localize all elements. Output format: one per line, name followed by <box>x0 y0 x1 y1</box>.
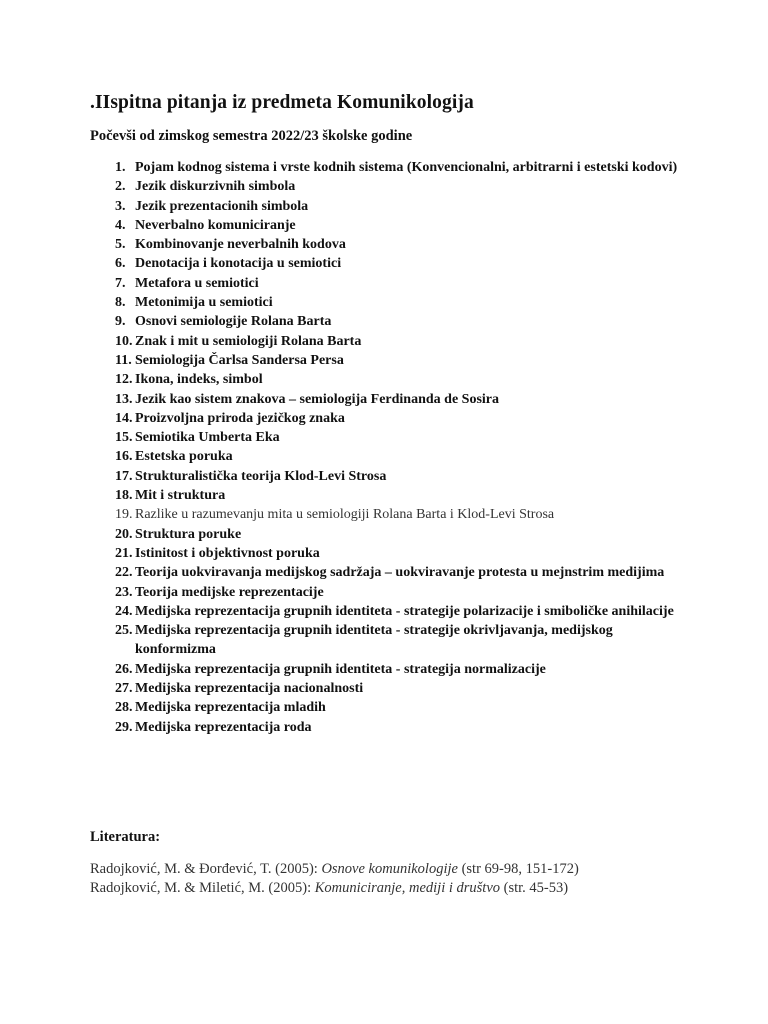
question-item <box>90 447 680 466</box>
question-text: Medijska reprezentacija grupnih identiteta - strategije polarizacije i smiboličke anihilacije <box>135 603 674 619</box>
question-item <box>90 486 680 505</box>
question-number: 8. <box>115 295 126 311</box>
question-text: Jezik diskurzivnih simbola <box>135 179 296 195</box>
question-text: Pojam kodnog sistema i vrste kodnih sistema (Konvencionalni, arbitrarni i estetski kodovi) <box>135 160 678 175</box>
literature-heading: Literatura: <box>90 829 161 845</box>
reference-title: Osnove komunikologije <box>321 861 458 877</box>
question-item <box>90 505 680 524</box>
question-text: Znak i mit u semiologiji Rolana Barta <box>135 333 362 349</box>
question-text: Medijska reprezentacija mladih <box>135 700 326 716</box>
question-text: Strukturalistička teorija Klod-Levi Strosa <box>135 468 387 484</box>
question-text: Estetska poruka <box>135 449 233 465</box>
question-text: Struktura poruke <box>135 526 242 542</box>
question-item <box>90 254 680 273</box>
reference-title: Komuniciranje, mediji i društvo <box>314 880 500 896</box>
question-text: Metafora u semiotici <box>135 275 259 291</box>
question-number: 27. <box>115 681 133 697</box>
reference-pages: (str 69-98, 151-172) <box>457 861 579 877</box>
question-text: Semiotika Umberta Eka <box>135 430 280 446</box>
question-item <box>90 235 680 254</box>
page-subtitle: Počevši od zimskog semestra 2022/23 školske godine <box>90 128 413 144</box>
question-text: Teorija medijske reprezentacije <box>135 584 324 600</box>
question-item <box>90 332 680 351</box>
question-number: 3. <box>115 198 126 214</box>
question-item <box>90 563 680 582</box>
question-number: 16. <box>115 449 133 465</box>
question-item <box>90 544 680 563</box>
question-number: 18. <box>115 488 133 504</box>
question-number: 25. <box>115 623 133 639</box>
question-text: Neverbalno komuniciranje <box>135 217 296 233</box>
question-number: 11. <box>115 352 132 368</box>
question-number: 12. <box>115 372 133 388</box>
question-number: 23. <box>115 584 133 600</box>
question-number: 10. <box>115 333 133 349</box>
question-item <box>90 370 680 389</box>
question-number: 17. <box>115 468 133 484</box>
question-number: 24. <box>115 603 133 619</box>
question-item <box>90 197 680 216</box>
reference-authors: Radojković, M. & Đorđević, T. (2005): <box>90 861 322 877</box>
question-number: 19. <box>115 507 133 523</box>
question-text: Jezik prezentacionih simbola <box>135 198 309 214</box>
question-number: 21. <box>115 545 133 561</box>
question-item <box>90 216 680 235</box>
reference-pages: (str. 45-53) <box>500 880 569 896</box>
question-number: 4. <box>115 217 126 233</box>
question-text: Semiologija Čarlsa Sandersa Persa <box>135 352 344 368</box>
question-item <box>90 351 680 370</box>
question-item <box>90 158 680 177</box>
question-text: Mit i struktura <box>135 488 226 504</box>
question-text: Medijska reprezentacija nacionalnosti <box>135 681 364 697</box>
question-text: Istinitost i objektivnost poruka <box>135 545 320 561</box>
question-number: 5. <box>115 237 126 253</box>
question-text: Ikona, indeks, simbol <box>135 372 263 388</box>
question-text: Jezik kao sistem znakova – semiologija Ferdinanda de Sosira <box>135 391 500 407</box>
reference-item <box>90 880 568 897</box>
question-text: Osnovi semiologije Rolana Barta <box>135 314 332 330</box>
question-number: 29. <box>115 719 133 735</box>
question-number: 7. <box>115 275 126 291</box>
question-text: Denotacija i konotacija u semiotici <box>135 256 342 272</box>
question-item <box>90 467 680 486</box>
question-item <box>90 718 680 737</box>
question-number: 9. <box>115 314 126 330</box>
question-number: 22. <box>115 565 133 581</box>
question-item <box>90 679 680 698</box>
question-number: 6. <box>115 256 126 272</box>
question-number: 2. <box>115 179 126 195</box>
question-item <box>90 390 680 409</box>
question-item <box>90 660 680 679</box>
question-list <box>90 158 680 737</box>
question-text: Metonimija u semiotici <box>135 295 273 311</box>
question-item <box>90 428 680 447</box>
question-number: 26. <box>115 661 133 677</box>
question-text: Proizvoljna priroda jezičkog znaka <box>135 410 345 426</box>
question-item <box>90 409 680 428</box>
reference-authors: Radojković, M. & Miletić, M. (2005): <box>90 880 315 896</box>
question-text: Teorija uokviravanja medijskog sadržaja – uokviravanje protesta u mejnstrim medijima <box>135 565 665 581</box>
question-item <box>90 602 680 621</box>
page-title: .IIspitna pitanja iz predmeta Komunikologija <box>90 92 474 113</box>
question-number: 14. <box>115 410 133 426</box>
question-item <box>90 274 680 293</box>
question-number: 13. <box>115 391 133 407</box>
question-number: 15. <box>115 430 133 446</box>
question-text: Medijska reprezentacija grupnih identiteta - strategije okrivljavanja, medijskog konformizma <box>135 623 613 658</box>
question-item <box>90 698 680 717</box>
question-text: Razlike u razumevanju mita u semiologiji Rolana Barta i Klod-Levi Strosa <box>135 507 555 523</box>
question-item <box>90 293 680 312</box>
question-item <box>90 177 680 196</box>
reference-item <box>90 861 579 878</box>
question-number: 1. <box>115 160 126 175</box>
question-number: 28. <box>115 700 133 716</box>
question-item <box>90 621 680 660</box>
question-text: Kombinovanje neverbalnih kodova <box>135 237 346 253</box>
question-item <box>90 312 680 331</box>
question-text: Medijska reprezentacija roda <box>135 719 312 735</box>
question-item <box>90 583 680 602</box>
question-item <box>90 525 680 544</box>
question-text: Medijska reprezentacija grupnih identiteta - strategija normalizacije <box>135 661 546 677</box>
question-number: 20. <box>115 526 133 542</box>
